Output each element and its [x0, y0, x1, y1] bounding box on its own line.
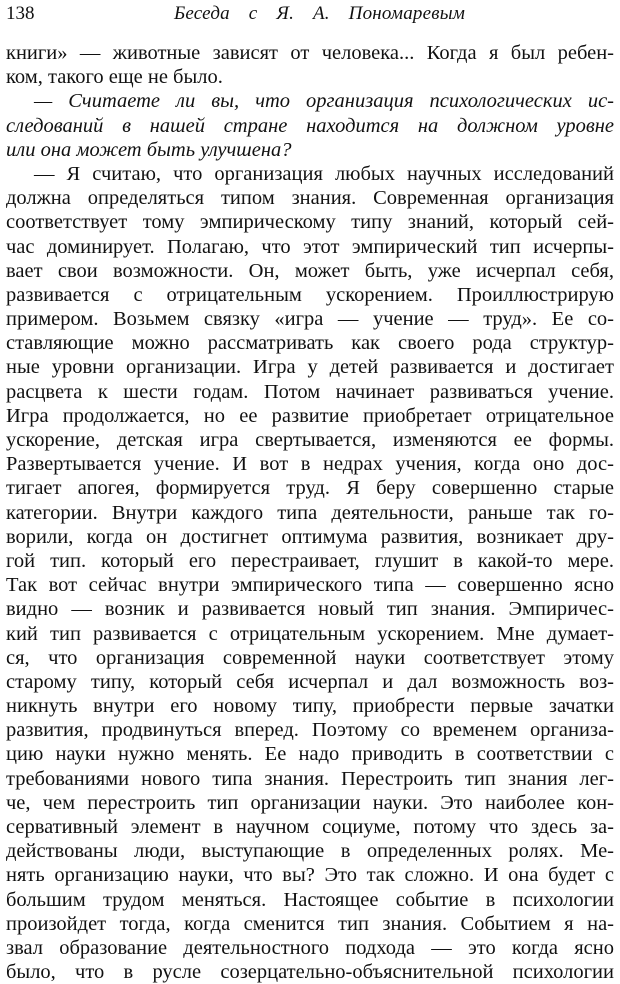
- text-line: — Считаете ли вы, что организация психологических ис-: [34, 90, 614, 113]
- text-line: было, что в русле созерцательно-объяснительной психологии: [6, 961, 614, 984]
- text-line: соответствует тому эмпирическому типу знаний, который сей-: [6, 211, 614, 234]
- text-line: цию науки нужно менять. Ее надо приводить в соответствии с: [6, 743, 614, 766]
- text-line: гой тип. который его перестраивает, глушит в какой-то мере.: [6, 549, 614, 572]
- text-line: вает свои возможности. Он, может быть, уже исчерпал себя,: [6, 259, 614, 282]
- text-line: произойдет тогда, когда сменится тип знания. Событием я на-: [6, 912, 614, 935]
- text-line: книги» — животные зависят от человека... Когда я был ребен-: [6, 42, 614, 64]
- interview-question: [6, 89, 614, 162]
- text-line: следований в нашей стране находится на должном уровне: [6, 114, 614, 137]
- text-line: час доминирует. Полагаю, что этот эмпирический тип исчерпы-: [6, 235, 614, 258]
- text-line: ускорение, детская игра свертывается, изменяются ее формы.: [6, 429, 614, 451]
- page-number: 138: [6, 3, 35, 24]
- text-line: ставляющие можно рассматривать как своего рода структур-: [6, 332, 614, 355]
- body-text: [6, 41, 614, 984]
- text-line: должна определяться типом знания. Современная организация: [6, 187, 614, 210]
- text-line: действованы люди, выступающие в определенных ролях. Ме-: [6, 840, 614, 863]
- text-line: ся, что организация современной науки соответствует этому: [6, 646, 614, 669]
- text-line: видно — возник и развивается новый тип знания. Эмпиричес-: [6, 598, 614, 621]
- text-line: или она может быть улучшена?: [6, 138, 292, 161]
- text-line: старому типу, который себя исчерпал и дал возможность воз-: [6, 670, 614, 693]
- text-line: развития, продвинуться вперед. Поэтому со временем организа-: [6, 719, 614, 742]
- text-line: тигает апогея, формируется труд. Я беру совершенно старые: [6, 477, 614, 500]
- text-line: Игра продолжается, но ее развитие приобретает отрицательное: [6, 404, 614, 427]
- text-line: требованиями нового типа знания. Перестроить тип знания лег-: [6, 767, 614, 790]
- text-line: категории. Внутри каждого типа деятельности, раньше так го-: [6, 501, 614, 524]
- text-line: сервативный элемент в научном социуме, потому что здесь за-: [6, 816, 614, 838]
- text-line: кий тип развивается с отрицательным ускорением. Мне думает-: [6, 622, 614, 645]
- text-line: звал образование деятельностного подхода — это когда ясно: [6, 936, 614, 959]
- text-line: Так вот сейчас внутри эмпирического типа — совершенно ясно: [6, 574, 614, 597]
- paragraph: [6, 162, 614, 984]
- text-line: ком, такого еще не было.: [6, 66, 223, 89]
- text-line: развивается с отрицательным ускорением. Проиллюстрирую: [6, 283, 614, 306]
- text-line: расцвета к шести годам. Потом начинает развиваться учение.: [6, 380, 614, 403]
- running-head: Беседа с Я. А. Пономаревым: [174, 3, 466, 24]
- text-line: Развертывается учение. И вот в недрах учения, когда оно дос-: [6, 453, 614, 476]
- text-line: нять организацию науки, что вы? Это так сложно. И она будет с: [6, 864, 614, 887]
- text-line: большим трудом меняться. Настоящее событие в психологии: [6, 888, 614, 911]
- page-header: [6, 2, 614, 26]
- text-line: никнуть внутри его новому типу, приобрести первые зачатки: [6, 695, 614, 718]
- text-line: — Я считаю, что организация любых научных исследований: [34, 162, 614, 185]
- text-line: ные уровни организации. Игра у детей развивается и достигает: [6, 356, 614, 379]
- text-line: примером. Возьмем связку «игра — учение — труд». Ее со-: [6, 308, 614, 331]
- text-line: ворили, когда он достигнет оптимума развития, возникает дру-: [6, 525, 614, 548]
- text-line: че, чем перестроить тип организации науки. Это наиболее кон-: [6, 791, 614, 814]
- paragraph: [6, 41, 614, 89]
